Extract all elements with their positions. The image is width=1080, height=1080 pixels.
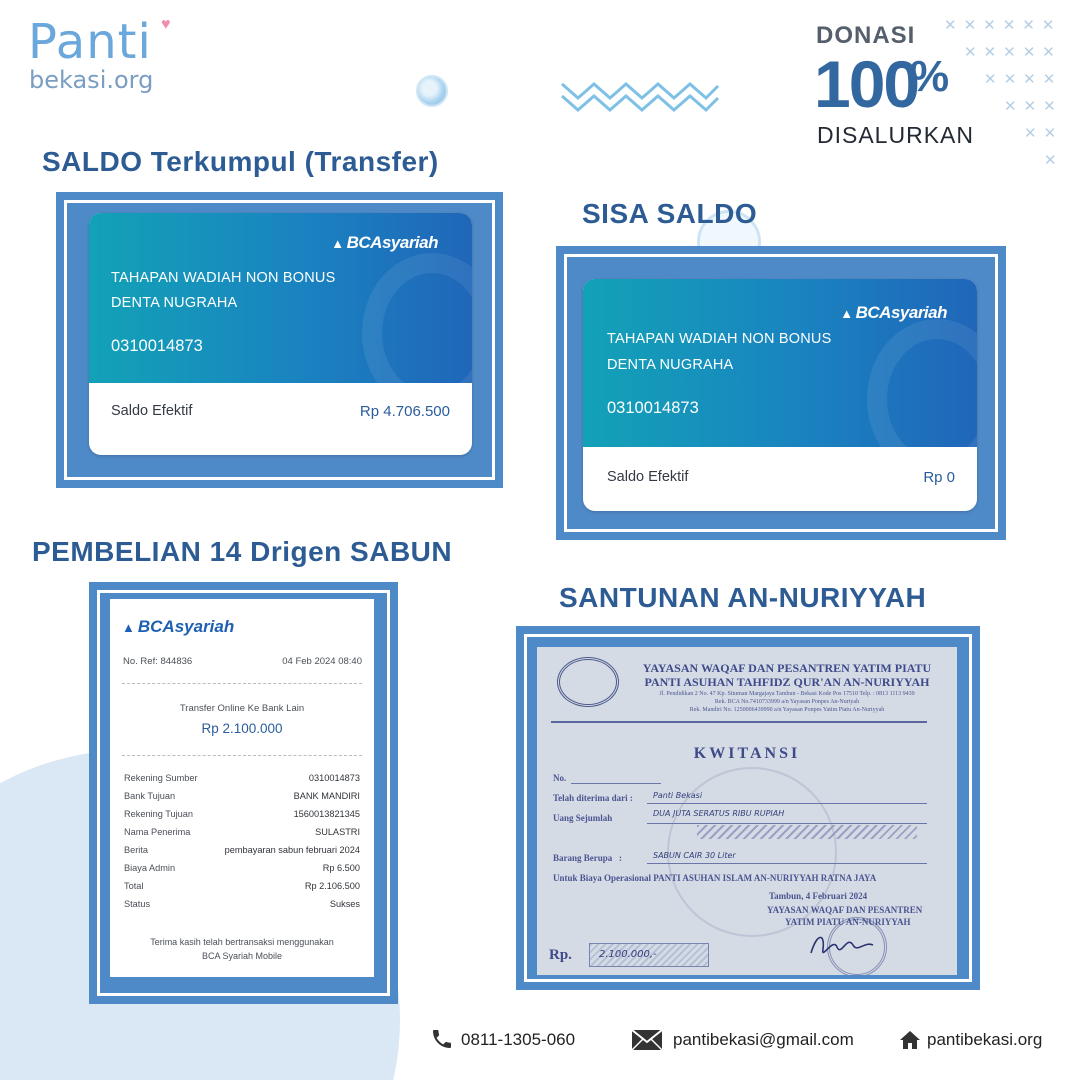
barang-colon: : xyxy=(619,853,622,863)
section-title-pembelian: PEMBELIAN 14 Drigen SABUN xyxy=(32,536,453,567)
sign-line-2: YATIM PIATU AN-NURIYYAH xyxy=(785,917,911,927)
card-holder: DENTA NUGRAHA xyxy=(111,295,238,311)
footer-email[interactable]: pantibekasi@gmail.com xyxy=(673,1030,854,1049)
receipt-row: Rekening Tujuan 1560013821345 xyxy=(124,809,360,819)
receipt-type: Transfer Online Ke Bank Lain xyxy=(179,703,305,714)
santunan-frame xyxy=(516,626,980,990)
receipt-row: Nama Penerima SULASTRI xyxy=(124,827,360,837)
kwitansi-header-1: YAYASAN WAQAF DAN PESANTREN YATIM PIATU xyxy=(642,661,932,675)
kwitansi-address: Jl. Pendidikan 2 No. 47 Kp. Situman Margajaya Tambun - Bekasi Kode Pos 17510 Telp. : 0813 1113 9439 xyxy=(659,691,915,697)
cross-pattern-decoration: ✕✕✕✕✕✕ ✕✕✕✕✕ ✕✕✕✕ ✕✕✕ ✕✕ ✕ xyxy=(944,16,1064,169)
bca-syariah-logo: ▲ BCAsyariah xyxy=(331,233,438,252)
untuk-text: Untuk Biaya Operasional PANTI ASUHAN ISLAM AN-NURIYYAH RATNA JAYA xyxy=(553,873,877,883)
balance-value: Rp 4.706.500 xyxy=(359,403,450,420)
pembelian-frame xyxy=(89,582,398,1004)
kwitansi-title: KWITANSI xyxy=(693,745,801,762)
badge-number: 100 xyxy=(814,47,919,121)
balance-value: Rp 0 xyxy=(923,469,955,486)
receipt-row: Biaya Admin Rp 6.500 xyxy=(124,863,360,873)
card-product: TAHAPAN WADIAH NON BONUS xyxy=(111,270,336,286)
uang-line xyxy=(647,823,927,824)
bca-syariah-logo: ▲ BCAsyariah xyxy=(122,617,235,636)
barang-label: Barang Berupa xyxy=(553,853,613,863)
sisa-frame xyxy=(556,246,1006,540)
badge-percent: % xyxy=(910,52,950,101)
kwitansi-receipt xyxy=(537,647,957,975)
barang-value: SABUN CAIR 30 Liter xyxy=(653,851,736,860)
kwitansi-header-2: PANTI ASUHAN TAHFIDZ QUR'AN AN-NURIYYAH xyxy=(644,675,930,689)
card-holder: DENTA NUGRAHA xyxy=(607,357,734,373)
saldo-frame xyxy=(56,192,503,488)
receipt-amount: Rp 2.100.000 xyxy=(201,721,283,736)
receipt-footer: Terima kasih telah bertransaksi menggunakan BCA Syariah Mobile xyxy=(150,937,334,961)
section-title-saldo: SALDO Terkumpul (Transfer) xyxy=(42,146,439,177)
badge-top-text: DONASI xyxy=(816,22,916,49)
bank-card-saldo xyxy=(89,213,472,455)
receipt-row: Status Sukses xyxy=(124,899,360,909)
dari-line xyxy=(647,803,927,804)
sign-line-1: YAYASAN WAQAF DAN PESANTREN xyxy=(767,905,923,915)
bank-card-sisa xyxy=(583,279,977,511)
header-rule xyxy=(551,721,927,723)
kwitansi-bank-mandiri: Rek. Mandiri No. 1250006439990 a/n Yayasan Ponpes Yatim Piatu An-Nuriyyah xyxy=(689,707,885,713)
place-date: Tambun, 4 Februari 2024 xyxy=(769,891,868,901)
phone-icon xyxy=(430,1027,454,1051)
logo-subtitle: bekasi.org xyxy=(29,66,154,94)
section-title-sisa: SISA SALDO xyxy=(582,198,758,229)
no-line xyxy=(571,783,661,784)
logo-title: Panti xyxy=(28,14,152,70)
divider xyxy=(122,683,362,684)
signature-icon xyxy=(807,927,877,963)
receipt-row: Bank Tujuan BANK MANDIRI xyxy=(124,791,360,801)
kwitansi-bank-bca: Rek. BCA No.7410733999 a/n Yayasan Ponpes An-Nuriyah xyxy=(714,699,860,705)
dari-label: Telah diterima dari : xyxy=(553,793,633,803)
uang-label: Uang Sejumlah xyxy=(553,813,613,823)
receipt-date: 04 Feb 2024 08:40 xyxy=(282,656,362,667)
card-header xyxy=(583,279,977,447)
footer-phone[interactable]: 0811-1305-060 xyxy=(461,1030,576,1049)
card-account-number: 0310014873 xyxy=(111,337,203,355)
receipt-row: Rekening Sumber 0310014873 xyxy=(124,773,360,783)
card-account-number: 0310014873 xyxy=(607,399,699,417)
bca-syariah-logo: ▲ BCAsyariah xyxy=(840,303,947,322)
card-header xyxy=(89,213,472,383)
rp-value: 2.100.000,- xyxy=(599,949,657,960)
card-product: TAHAPAN WADIAH NON BONUS xyxy=(607,331,832,347)
divider xyxy=(122,755,362,756)
dari-value: Panti Bekasi xyxy=(653,791,703,800)
receipt-ref: No. Ref: 844836 xyxy=(123,656,193,667)
home-icon xyxy=(899,1029,921,1051)
receipt-row: Total Rp 2.106.500 xyxy=(124,881,360,891)
balance-label: Saldo Efektif xyxy=(607,469,689,485)
balance-label: Saldo Efektif xyxy=(111,403,193,419)
barang-line xyxy=(647,863,927,864)
no-label: No. xyxy=(553,773,567,783)
receipt-row: Berita pembayaran sabun februari 2024 xyxy=(124,845,360,855)
email-icon xyxy=(631,1028,663,1052)
hatched-fill xyxy=(697,825,917,839)
uang-value: DUA JUTA SERATUS RIBU RUPIAH xyxy=(653,809,785,818)
rp-label: Rp. xyxy=(549,947,572,963)
section-title-santunan: SANTUNAN AN-NURIYYAH xyxy=(559,582,927,613)
heart-icon: ♥ xyxy=(161,16,171,33)
transfer-receipt xyxy=(110,599,374,977)
bubble-decoration xyxy=(416,75,448,107)
badge-bottom-text: DISALURKAN xyxy=(817,122,974,148)
footer-website[interactable]: pantibekasi.org xyxy=(927,1030,1043,1049)
zigzag-decoration xyxy=(560,74,720,116)
